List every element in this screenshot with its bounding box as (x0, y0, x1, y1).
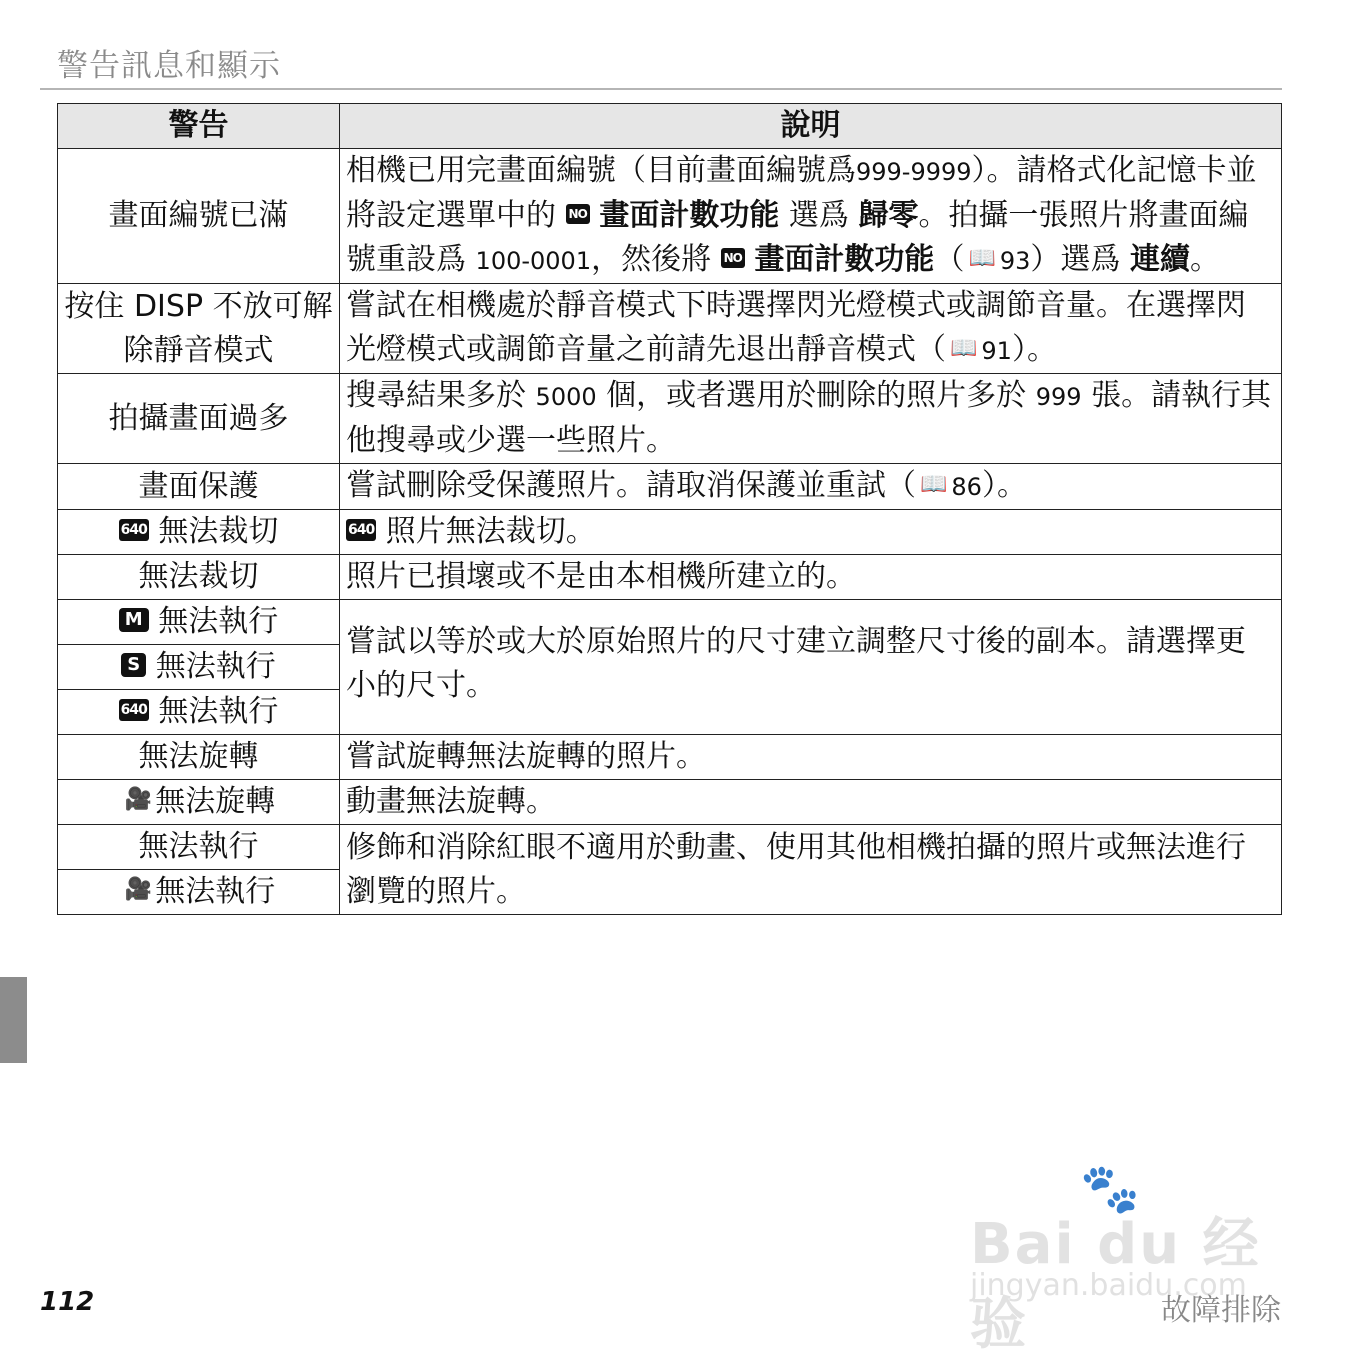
column-header-warning: 警告 (58, 104, 340, 149)
warning-cell: M 無法執行 (58, 600, 340, 645)
table-row (58, 149, 1282, 284)
warning-cell: 拍攝畫面過多 (58, 374, 340, 464)
warning-cell: 按住 DISP 不放可解 除靜音模式 (58, 284, 340, 374)
description-cell: 相機已用完畫面編號（目前畫面編號爲999-9999）。請格式化記憶卡並將設定選單中的 NO 畫面計數功能 選爲 歸零。拍攝一張照片將畫面編號重設爲 100-0001，然後將 NO 畫面計數功能（ 📖 93）選爲 連續。 (340, 149, 1282, 284)
description-cell: 搜尋結果多於 5000 個，或者選用於刪除的照片多於 999 張。請執行其他搜尋或少選一些照片。 (340, 374, 1282, 464)
size-640-icon: 640 (119, 519, 149, 541)
table-row (58, 284, 1282, 374)
warning-cell: 畫面保護 (58, 464, 340, 510)
description-cell: 動畫無法旋轉。 (340, 780, 1282, 825)
watermark-url: jingyan.baidu.com (970, 1268, 1247, 1303)
description-cell: 嘗試刪除受保護照片。請取消保護並重試（ 📖 86）。 (340, 464, 1282, 510)
table-row (58, 555, 1282, 600)
warning-cell: S 無法執行 (58, 645, 340, 690)
warning-cell: 無法執行 (58, 825, 340, 870)
table-row (58, 600, 1282, 645)
table-row (58, 374, 1282, 464)
description-cell: 修飾和消除紅眼不適用於動畫、使用其他相機拍攝的照片或無法進行瀏覽的照片。 (340, 825, 1282, 915)
size-s-icon: S (121, 653, 146, 677)
table-row (58, 464, 1282, 510)
watermark-logo: Bai du 经验 (970, 1212, 1261, 1357)
footer-section-title: 故障排除 (1161, 1293, 1281, 1328)
book-reference-icon: 📖 (920, 471, 948, 497)
column-header-description: 說明 (340, 104, 1282, 149)
table-row (58, 735, 1282, 780)
warning-cell: 無法旋轉 (58, 735, 340, 780)
frame-number-icon: NO (566, 204, 590, 224)
movie-icon: 🎥 (122, 787, 155, 813)
table-row (58, 825, 1282, 870)
header-rule (40, 88, 1282, 90)
size-640-icon: 640 (346, 519, 376, 541)
warning-cell: 🎥 無法旋轉 (58, 780, 340, 825)
description-cell: 嘗試旋轉無法旋轉的照片。 (340, 735, 1282, 780)
size-m-icon: M (119, 608, 149, 632)
size-640-icon: 640 (119, 699, 149, 721)
table-row (58, 510, 1282, 555)
warning-cell: 640 無法執行 (58, 690, 340, 735)
movie-icon: 🎥 (122, 877, 155, 903)
table-row (58, 780, 1282, 825)
description-cell: 640 照片無法裁切。 (340, 510, 1282, 555)
warnings-table (57, 103, 1282, 915)
section-side-tab (0, 977, 27, 1063)
page-header-title: 警告訊息和顯示 (57, 48, 281, 84)
book-reference-icon: 📖 (950, 335, 978, 361)
warning-cell: 640 無法裁切 (58, 510, 340, 555)
book-reference-icon: 📖 (968, 245, 996, 271)
description-cell: 嘗試以等於或大於原始照片的尺寸建立調整尺寸後的副本。請選擇更小的尺寸。 (340, 600, 1282, 735)
warning-cell: 畫面編號已滿 (58, 149, 340, 284)
page-number: 112 (40, 1287, 95, 1317)
paw-icon: 🐾 (1080, 1161, 1140, 1217)
description-cell: 照片已損壞或不是由本相機所建立的。 (340, 555, 1282, 600)
warning-cell: 無法裁切 (58, 555, 340, 600)
description-cell: 嘗試在相機處於靜音模式下時選擇閃光燈模式或調節音量。在選擇閃光燈模式或調節音量之前請先退出靜音模式（ 📖 91）。 (340, 284, 1282, 374)
warning-cell: 🎥 無法執行 (58, 870, 340, 915)
frame-number-icon: NO (721, 248, 745, 268)
